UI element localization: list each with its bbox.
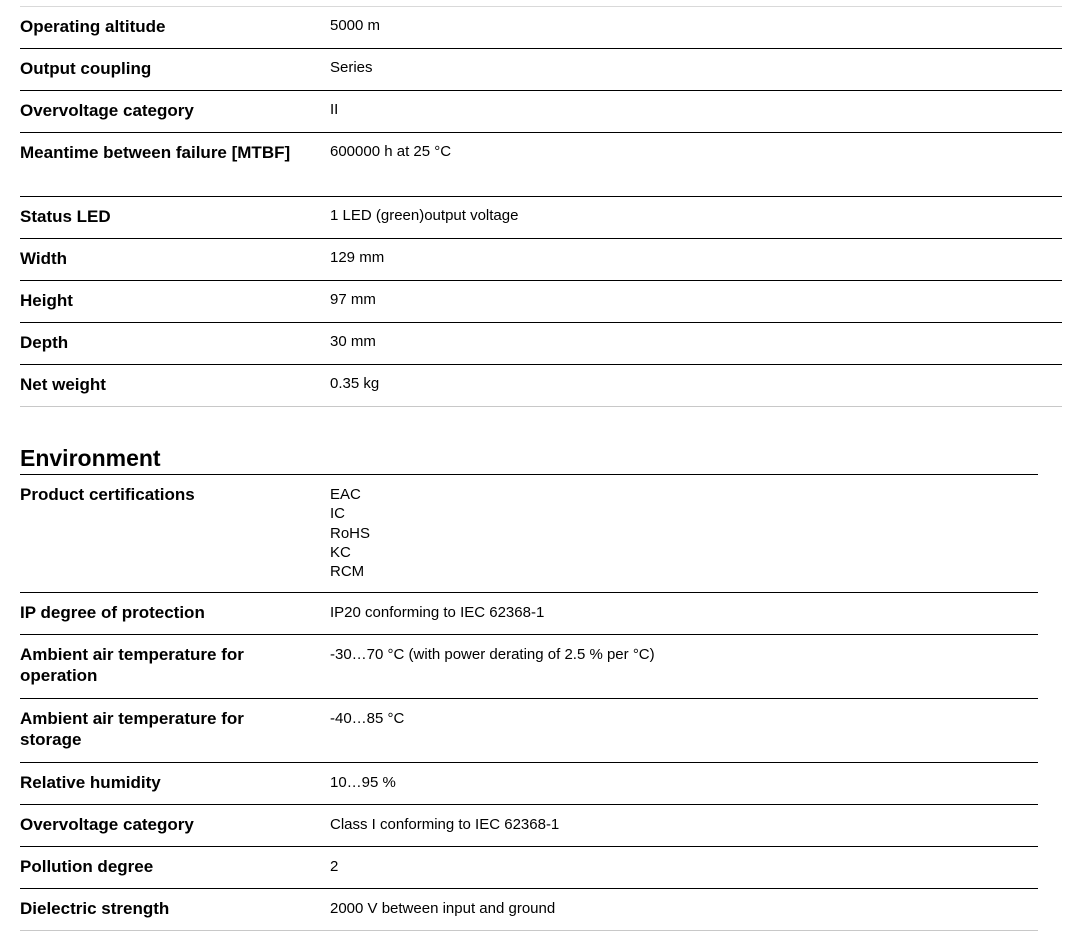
spec-value: -30…70 °C (with power derating of 2.5 % per °C) — [330, 646, 655, 663]
spec-value: 600000 h at 25 °C — [330, 143, 452, 160]
spec-label: Status LED — [20, 207, 111, 226]
list-item: IC — [330, 505, 345, 523]
table-row — [20, 7, 1062, 49]
spec-label: Pollution degree — [20, 857, 154, 876]
table-row — [20, 847, 1038, 889]
table-row — [20, 889, 1038, 931]
table-row — [20, 239, 1062, 281]
spec-label: Depth — [20, 333, 69, 352]
spec-label: Height — [20, 291, 73, 310]
table-row — [20, 91, 1062, 133]
spec-label: Overvoltage category — [20, 101, 194, 120]
spec-label: Output coupling — [20, 59, 152, 78]
spec-value: 30 mm — [330, 333, 376, 350]
table-row — [20, 281, 1062, 323]
spec-value: 2000 V between input and ground — [330, 900, 556, 917]
spec-value: -40…85 °C — [330, 710, 405, 727]
spec-label: IP degree of protection — [20, 603, 205, 622]
list-item: KC — [330, 543, 351, 561]
list-item: RCM — [330, 563, 365, 581]
spec-label: Product certifications — [20, 485, 195, 504]
table-row — [20, 133, 1062, 197]
spec-label: Operating altitude — [20, 17, 166, 36]
table-row — [20, 197, 1062, 239]
spec-value: II — [330, 101, 339, 118]
table-row — [20, 323, 1062, 365]
spec-label: Net weight — [20, 375, 106, 394]
spec-value: 5000 m — [330, 17, 381, 34]
table-row — [20, 593, 1038, 635]
environment-table — [20, 474, 1038, 931]
table-row — [20, 763, 1038, 805]
spec-label: Width — [20, 249, 68, 268]
spec-value: Series — [330, 59, 373, 76]
spec-value: Class I conforming to IEC 62368-1 — [330, 816, 560, 833]
spec-label: Ambient air temperature for operation — [20, 645, 244, 685]
spec-label: Dielectric strength — [20, 899, 170, 918]
section-heading: Environment — [20, 445, 161, 471]
spec-value: 129 mm — [330, 249, 385, 266]
list-item: RoHS — [330, 524, 371, 542]
spec-value: 1 LED (green)output voltage — [330, 207, 519, 224]
spec-label: Relative humidity — [20, 773, 161, 792]
spec-label: Ambient air temperature for storage — [20, 709, 244, 749]
spec-label: Meantime between failure [MTBF] — [20, 143, 291, 162]
table-row — [20, 805, 1038, 847]
list-item: EAC — [330, 486, 361, 503]
spec-value: 97 mm — [330, 291, 376, 308]
certification-list — [330, 475, 1038, 592]
table-row — [20, 475, 1038, 593]
table-row — [20, 699, 1038, 763]
specifications-table — [20, 7, 1062, 407]
table-row — [20, 635, 1038, 699]
spec-value: 10…95 % — [330, 774, 396, 791]
spec-value: 2 — [330, 858, 339, 875]
table-row — [20, 365, 1062, 407]
spec-value: 0.35 kg — [330, 375, 380, 392]
spec-label: Overvoltage category — [20, 815, 194, 834]
table-row — [20, 49, 1062, 91]
spec-value: IP20 conforming to IEC 62368-1 — [330, 604, 545, 621]
